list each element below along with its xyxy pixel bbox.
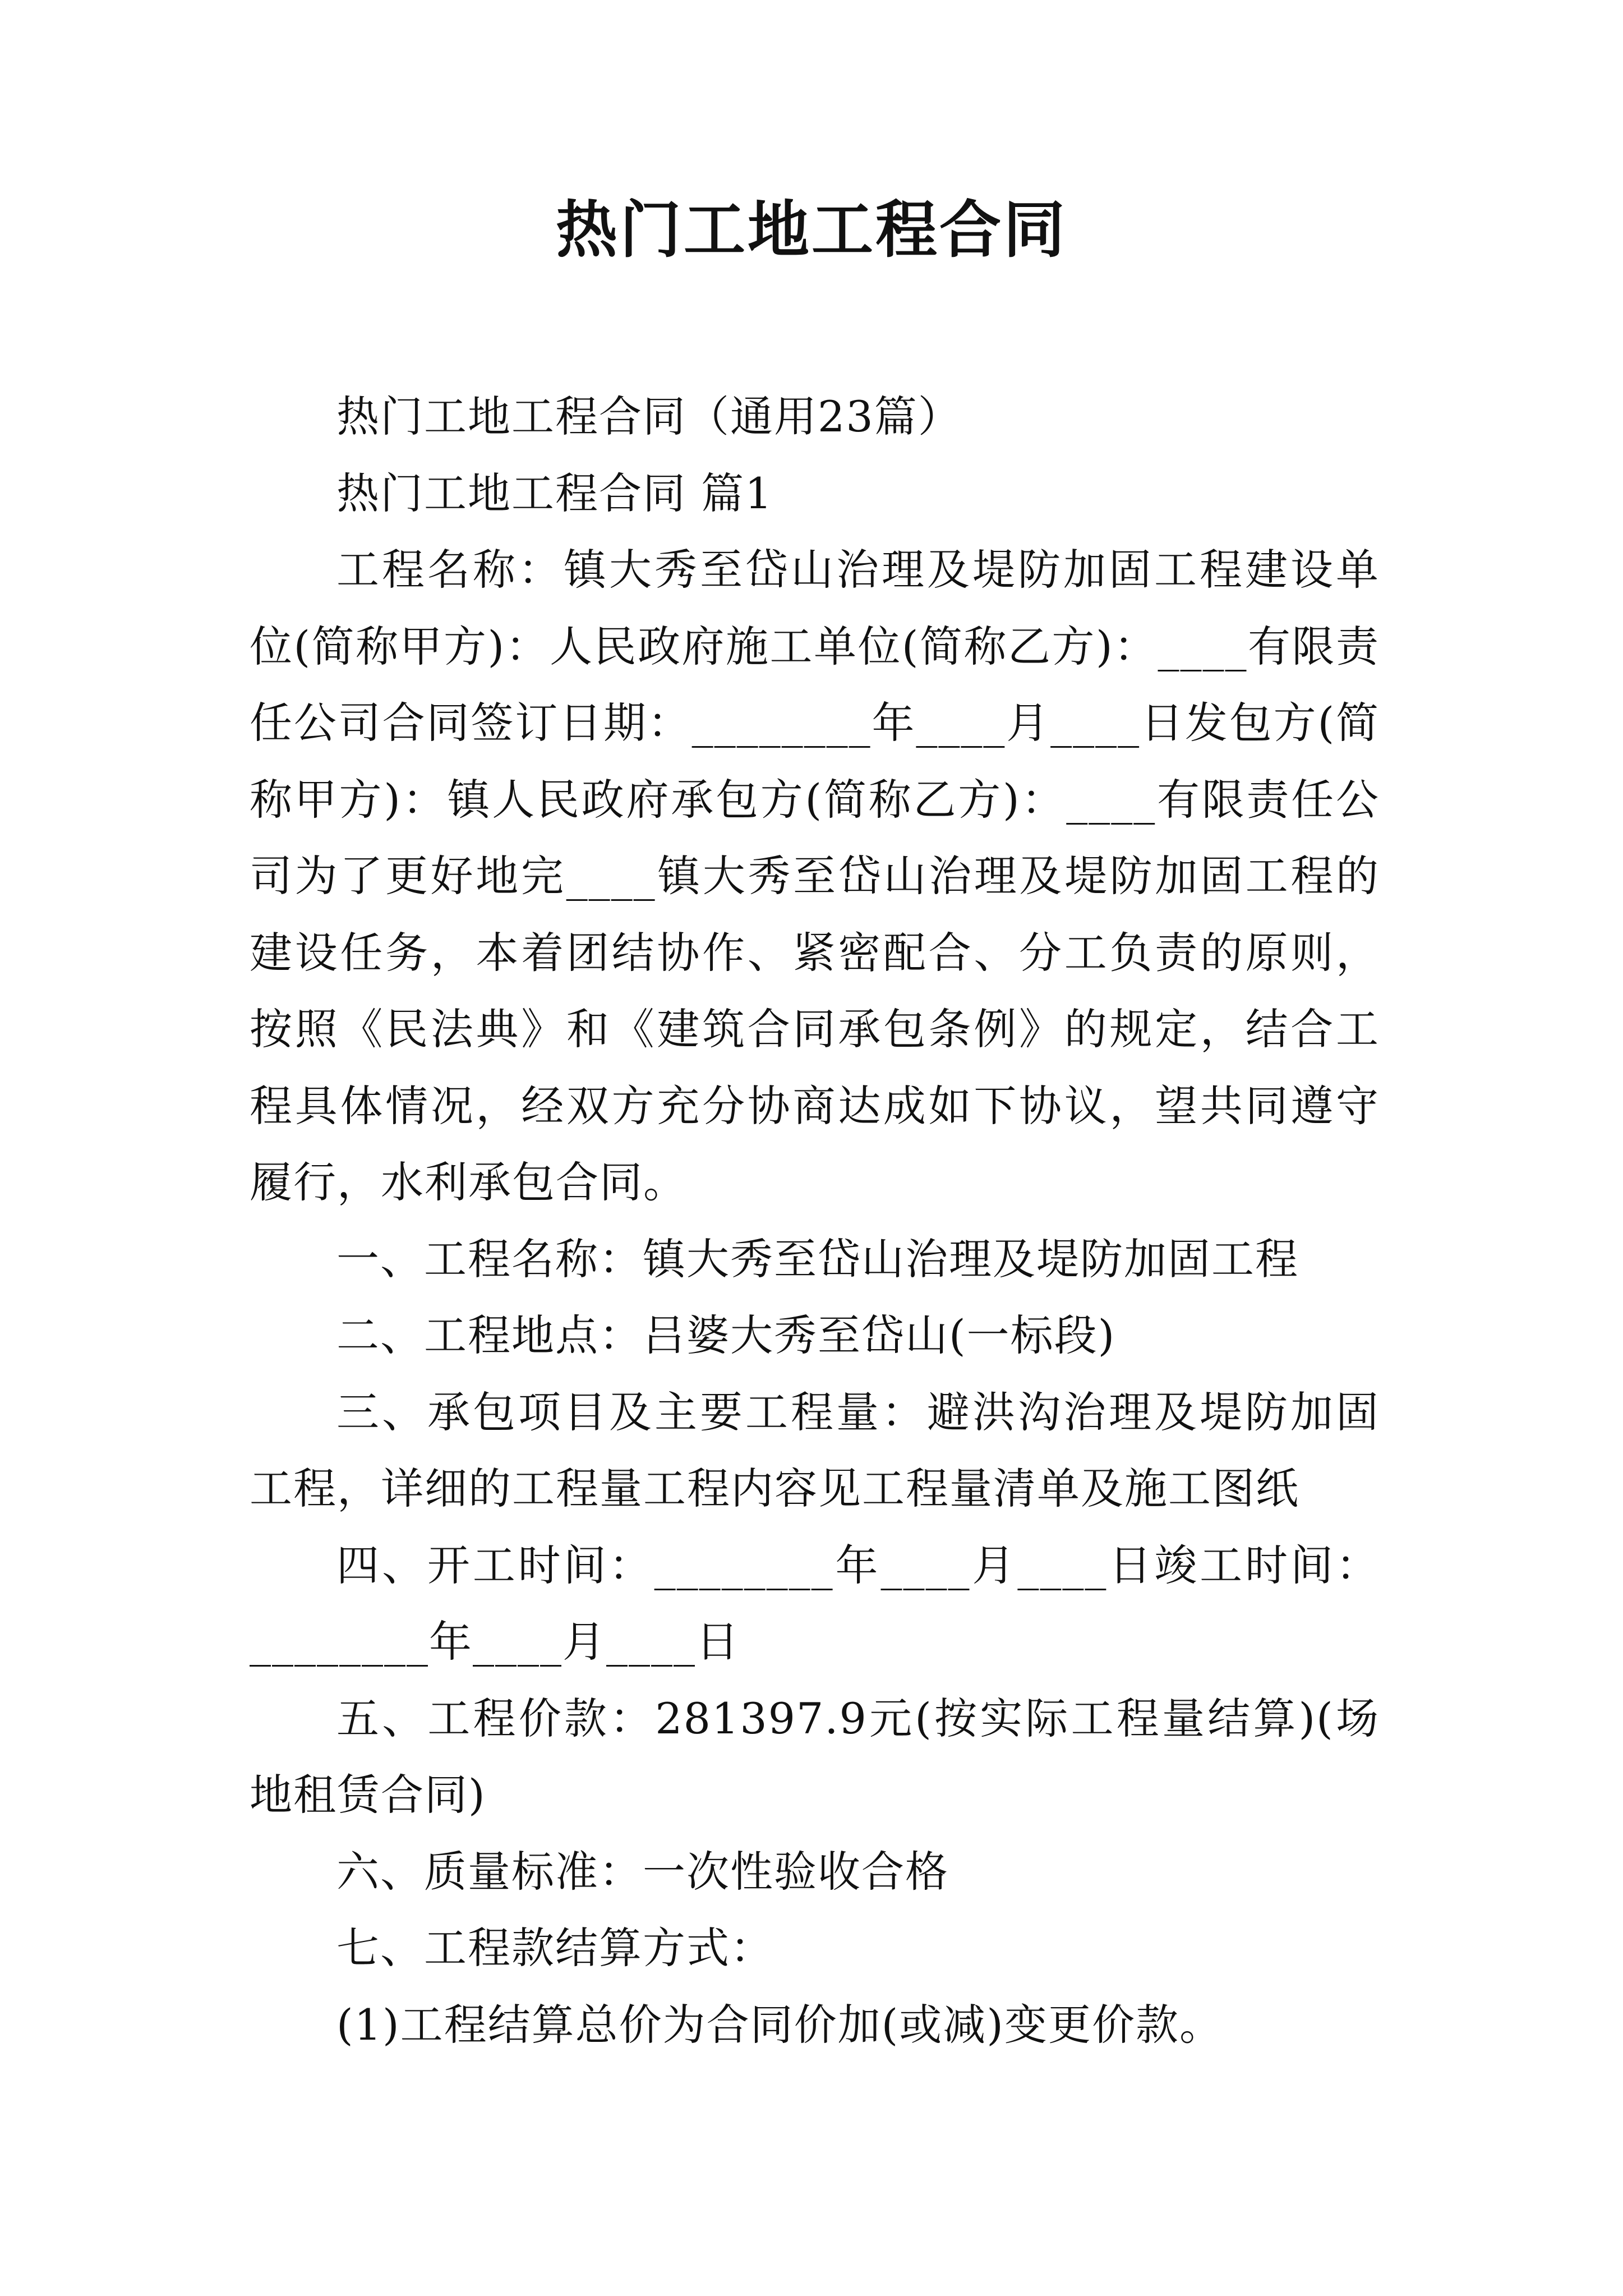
clause-settlement: 七、工程款结算方式：	[336, 1923, 774, 1973]
clause-quality: 六、质量标准：一次性验收合格	[336, 1846, 949, 1897]
clause-schedule: 四、开工时间：________年____月____日竣工时间：________年____月____日	[250, 1540, 1380, 1667]
intro-paragraph: 工程名称：镇大秀至岱山治理及堤防加固工程建设单位(简称甲方)：人民政府施工单位(简称乙方)：____有限责任公司合同签订日期：________年____月____日发包方(简称甲方)：镇人民政府承包方(简称乙方)：____有限责任公司为了更好地完____镇大秀至岱山治理及堤防加固工程的建设任务，本着团结协作、紧密配合、分工负责的原则，按照《民法典》和《建筑合同承包条例》的规定，结合工程具体情况，经双方充分协商达成如下协议，望共同遵守履行，水利承包合同。	[250, 545, 1380, 1207]
section-heading: 热门工地工程合同 篇1	[336, 468, 773, 518]
clause-scope: 三、承包项目及主要工程量：避洪沟治理及堤防加固工程，详细的工程量工程内容见工程量清单及施工图纸	[250, 1387, 1380, 1513]
document-body	[250, 379, 1380, 2063]
clause-settlement-item-1: (1)工程结算总价为合同价加(或减)变更价款。	[336, 1999, 1223, 2050]
subtitle-paragraph: 热门工地工程合同（通用23篇）	[336, 392, 962, 441]
clause-price: 五、工程价款：281397.9元(按实际工程量结算)(场地租赁合同)	[250, 1693, 1380, 1820]
clause-project-name: 一、工程名称：镇大秀至岱山治理及堤防加固工程	[336, 1234, 1299, 1284]
document-title: 热门工地工程合同	[556, 194, 1067, 266]
clause-project-location: 二、工程地点：吕婆大秀至岱山(一标段)	[336, 1310, 1116, 1360]
